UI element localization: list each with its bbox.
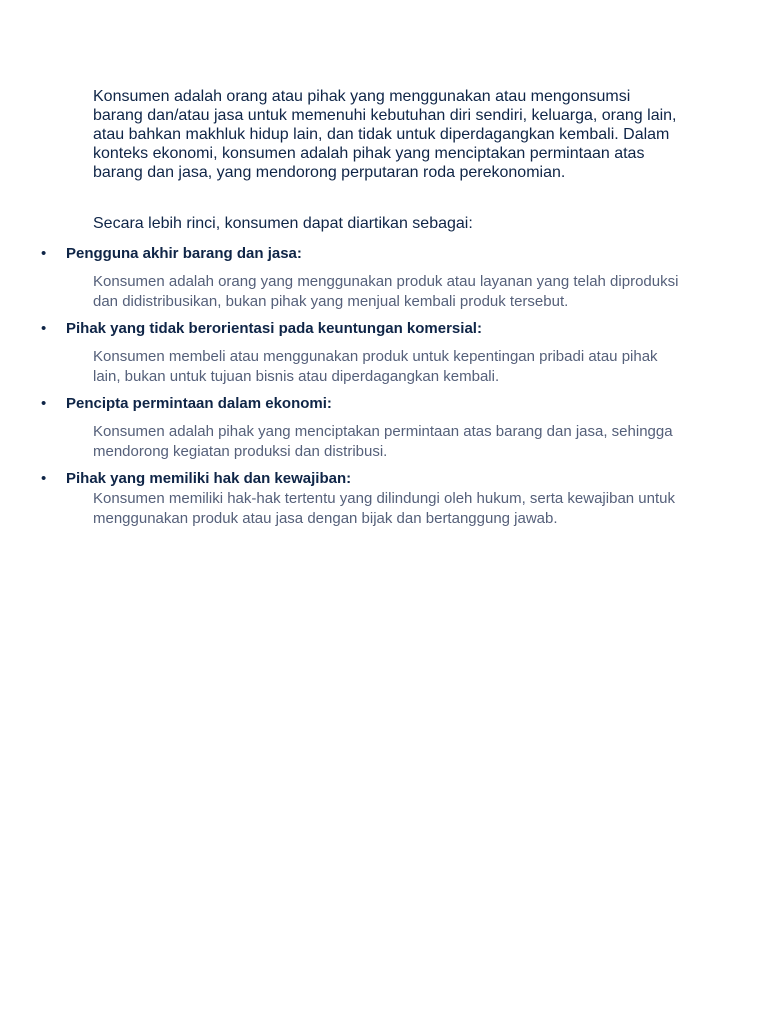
list-item-description: Konsumen memiliki hak-hak tertentu yang dilindungi oleh hukum, serta kewajiban untuk menggunakan produk atau jasa dengan bijak dan bertanggung jawab. bbox=[93, 490, 675, 527]
list-item-description: Konsumen membeli atau menggunakan produk untuk kepentingan pribadi atau pihak lain, bukan untuk tujuan bisnis atau diperdagangkan kembali. bbox=[93, 348, 658, 385]
bullet-icon: • bbox=[41, 320, 47, 337]
bullet-icon: • bbox=[41, 245, 47, 262]
intro-paragraph: Konsumen adalah orang atau pihak yang menggunakan atau mengonsumsi barang dan/atau jasa untuk memenuhi kebutuhan diri sendiri, keluarga, orang lain, atau bahkan makhluk hidup lain, dan tidak untuk diperdagangkan kembali. Dalam konteks ekonomi, konsumen adalah pihak yang menciptakan permintaan atas barang dan jasa, yang mendorong perputaran roda perekonomian. bbox=[93, 88, 677, 181]
list-item-heading: Pihak yang memiliki hak dan kewajiban: bbox=[66, 470, 352, 487]
list-item-description: Konsumen adalah pihak yang menciptakan permintaan atas barang dan jasa, sehingga mendorong kegiatan produksi dan distribusi. bbox=[93, 423, 673, 460]
list-item-heading: Pengguna akhir barang dan jasa: bbox=[66, 245, 302, 262]
bullet-icon: • bbox=[41, 395, 47, 412]
list-item-description: Konsumen adalah orang yang menggunakan produk atau layanan yang telah diproduksi dan didistribusikan, bukan pihak yang menjual kembali produk tersebut. bbox=[93, 273, 679, 310]
list-item-heading: Pencipta permintaan dalam ekonomi: bbox=[66, 395, 332, 412]
list-item-heading: Pihak yang tidak berorientasi pada keuntungan komersial: bbox=[66, 320, 482, 337]
lead-paragraph: Secara lebih rinci, konsumen dapat diartikan sebagai: bbox=[93, 215, 473, 232]
bullet-icon: • bbox=[41, 470, 47, 487]
